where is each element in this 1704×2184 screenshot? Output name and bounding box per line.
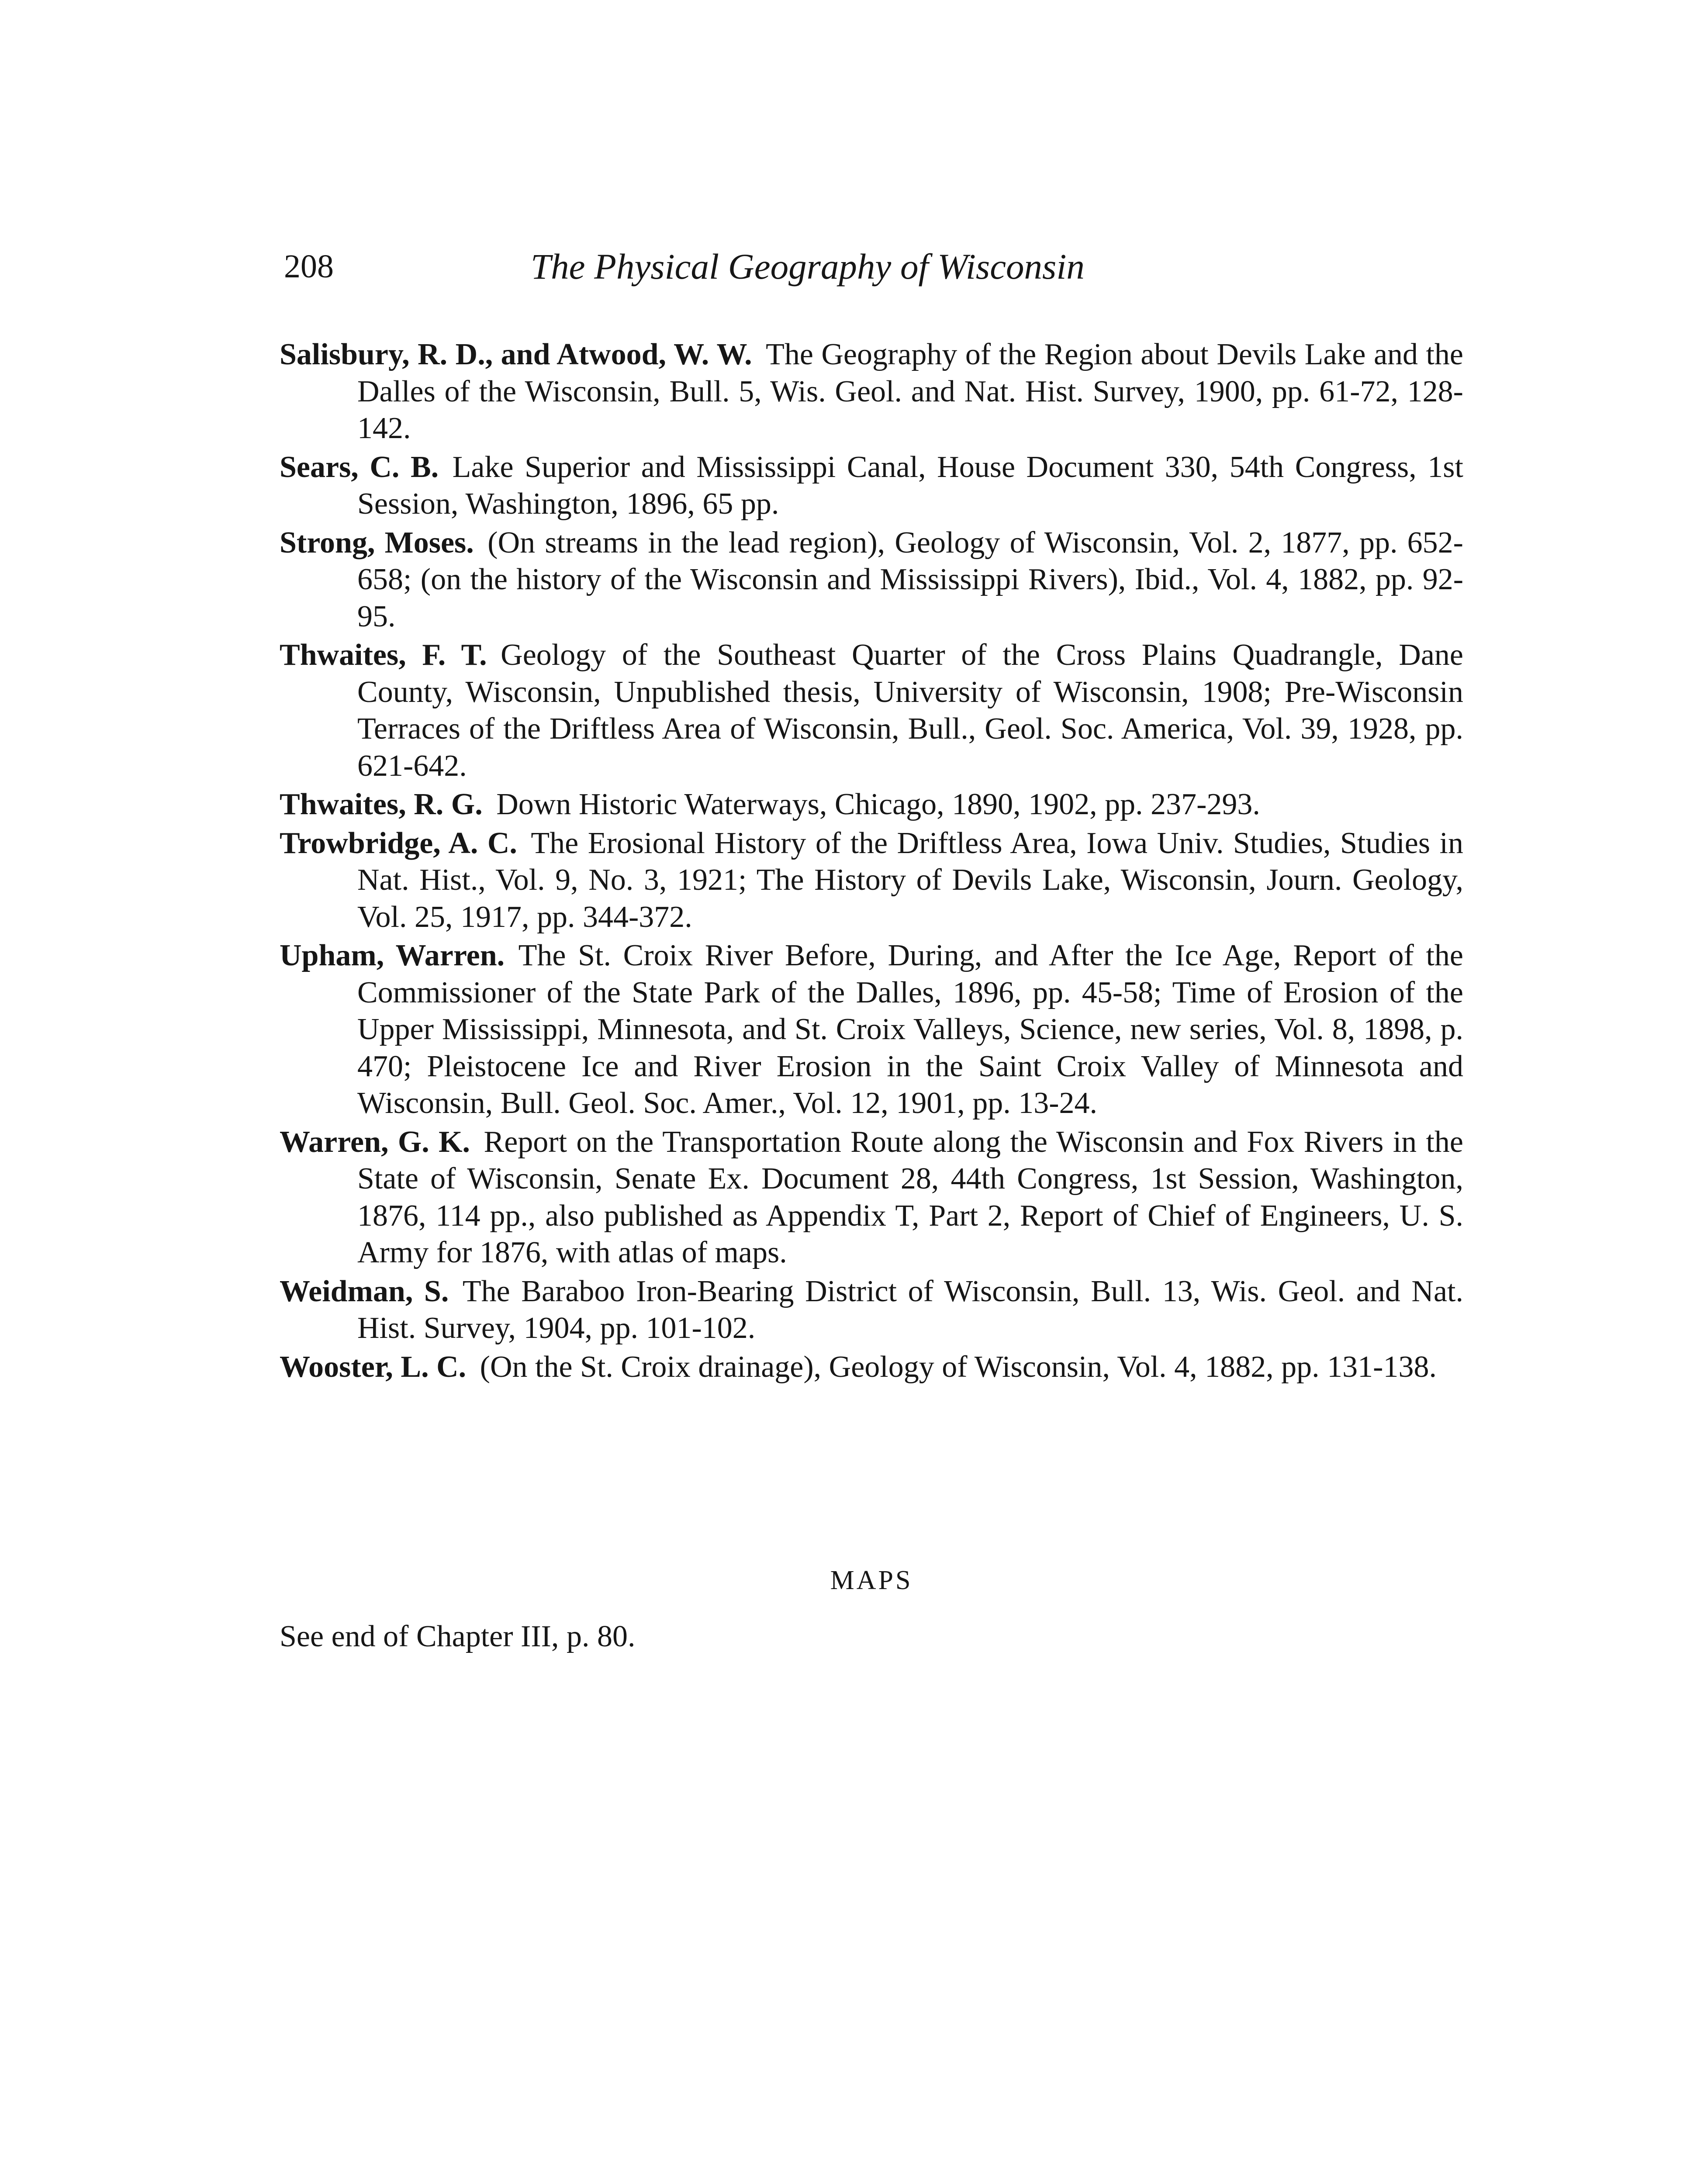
reference-author: Wooster, L. C.	[280, 1350, 467, 1384]
reference-entry	[280, 525, 1463, 636]
reference-text: The St. Croix River Before, During, and After the Ice Age, Report of the Commissioner of the State Park of the Dalles, 1896, pp. 45-58; Time of Erosion of the Upper Mississippi, Minnesota, and St. Croix Valleys, Science, new series, Vol. 8, 1898, p. 470; Pleistocene Ice and River Erosion in the Saint Croix Valley of Minnesota and Wisconsin, Bull. Geol. Soc. Amer., Vol. 12, 1901, pp. 13-24.	[357, 939, 1463, 1120]
reference-list	[280, 336, 1463, 1387]
reference-entry	[280, 1273, 1463, 1347]
reference-author: Strong, Moses.	[280, 525, 474, 560]
reference-entry	[280, 937, 1463, 1122]
reference-entry	[280, 1349, 1463, 1386]
reference-entry	[280, 825, 1463, 936]
reference-author: Thwaites, R. G.	[280, 788, 483, 821]
reference-text: Lake Superior and Mississippi Canal, House Document 330, 54th Congress, 1st Session, Washington, 1896, 65 pp.	[357, 450, 1463, 521]
reference-text: Geology of the Southeast Quarter of the Cross Plains Quadrangle, Dane County, Wisconsin, Unpublished thesis, University of Wisconsin, 1908; Pre-Wisconsin Terraces of the Driftless Area of Wisconsin, Bull., Geol. Soc. America, Vol. 39, 1928, pp. 621-642.	[357, 638, 1463, 783]
maps-note: See end of Chapter III, p. 80.	[280, 1620, 636, 1653]
reference-text: Down Historic Waterways, Chicago, 1890, 1902, pp. 237-293.	[496, 788, 1260, 821]
reference-author: Sears, C. B.	[280, 450, 439, 484]
reference-entry	[280, 1124, 1463, 1272]
reference-entry	[280, 786, 1463, 823]
running-title: The Physical Geography of Wisconsin	[531, 246, 1085, 287]
reference-entry	[280, 336, 1463, 447]
reference-entry	[280, 637, 1463, 784]
page-header	[284, 242, 1463, 290]
reference-text: (On streams in the lead region), Geology of Wisconsin, Vol. 2, 1877, pp. 652-658; (on the history of the Wisconsin and Mississippi Rivers), Ibid., Vol. 4, 1882, pp. 92-95.	[357, 525, 1463, 633]
reference-author: Upham, Warren.	[280, 939, 505, 972]
reference-author: Weidman, S.	[280, 1274, 449, 1308]
reference-text: Report on the Transportation Route along the Wisconsin and Fox Rivers in the State of Wisconsin, Senate Ex. Document 28, 44th Congress, 1st Session, Washington, 1876, 114 pp., also published as Appendix T, Part 2, Report of Chief of Engineers, U. S. Army for 1876, with atlas of maps.	[357, 1125, 1463, 1269]
reference-author: Salisbury, R. D., and Atwood, W. W.	[280, 338, 752, 371]
maps-heading: MAPS	[830, 1565, 913, 1595]
reference-text: The Geography of the Region about Devils Lake and the Dalles of the Wisconsin, Bull. 5, Wis. Geol. and Nat. Hist. Survey, 1900, pp. 61-72, 128-142.	[357, 338, 1464, 445]
reference-author: Thwaites, F. T.	[280, 638, 487, 672]
reference-author: Trowbridge, A. C.	[280, 826, 517, 860]
reference-text: The Erosional History of the Driftless Area, Iowa Univ. Studies, Studies in Nat. Hist., Vol. 9, No. 3, 1921; The History of Devils Lake, Wisconsin, Journ. Geology, Vol. 25, 1917, pp. 344-372.	[357, 826, 1463, 934]
reference-text: (On the St. Croix drainage), Geology of Wisconsin, Vol. 4, 1882, pp. 131-138.	[480, 1350, 1437, 1384]
reference-text: The Baraboo Iron-Bearing District of Wisconsin, Bull. 13, Wis. Geol. and Nat. Hist. Survey, 1904, pp. 101-102.	[357, 1274, 1463, 1345]
page-number: 208	[284, 248, 334, 285]
reference-entry	[280, 449, 1463, 523]
reference-author: Warren, G. K.	[280, 1125, 470, 1159]
